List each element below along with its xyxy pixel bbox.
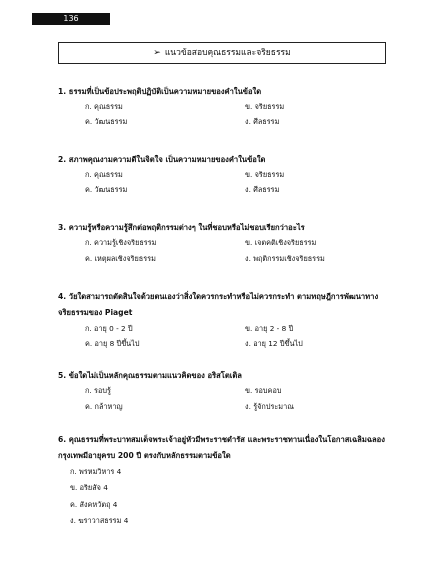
question-3-option-d: ง. พฤติกรรมเชิงจริยธรรม xyxy=(245,254,325,263)
question-2-option-b: ข. จริยธรรม xyxy=(245,170,285,179)
question-6-line-2: กรุงเทพมีอายุครบ 200 ปี ตรงกับหลักธรรมตามข้อใด xyxy=(58,451,231,460)
question-4-option-d: ง. อายุ 12 ปีขึ้นไป xyxy=(245,339,303,348)
question-2-option-c: ค. วัฒนธรรม xyxy=(85,185,128,194)
question-5: 5. ข้อใดไม่เป็นหลักคุณธรรมตามแนวคิดของ อริสโตเติล xyxy=(58,371,242,380)
question-3-option-c: ค. เหตุผลเชิงจริยธรรม xyxy=(85,254,156,263)
question-5-option-b: ข. รอบคอบ xyxy=(245,386,282,395)
question-6-option-d: ง. ฆราวาสธรรม 4 xyxy=(70,516,129,525)
question-5-option-a: ก. รอบรู้ xyxy=(85,386,111,395)
question-3-option-a: ก. ความรู้เชิงจริยธรรม xyxy=(85,238,157,247)
question-2-option-d: ง. ศีลธรรม xyxy=(245,185,280,194)
question-2-option-a: ก. คุณธรรม xyxy=(85,170,123,179)
question-6-option-a: ก. พรหมวิหาร 4 xyxy=(70,467,122,476)
question-2: 2. สภาพคุณงามความดีในจิตใจ เป็นความหมายของคำในข้อใด xyxy=(58,155,266,164)
question-4-option-c: ค. อายุ 8 ปีขึ้นไป xyxy=(85,339,140,348)
question-1: 1. ธรรมที่เป็นข้อประพฤติปฏิบัติเป็นความหมายของคำในข้อใด xyxy=(58,87,262,96)
question-4-option-a: ก. อายุ 0 - 2 ปี xyxy=(85,324,133,333)
page-title xyxy=(58,42,386,64)
arrow-bullet-icon: ➢ xyxy=(153,48,161,58)
question-1-option-d: ง. ศีลธรรม xyxy=(245,117,280,126)
question-4-line-2: จริยธรรมของ Piaget xyxy=(58,308,133,317)
question-6-line-1: 6. คุณธรรมที่พระบาทสมเด็จพระเจ้าอยู่หัวมีพระราชดำรัส และพระราชทานเนื่องในโอกาสเฉลิมฉลอง xyxy=(58,435,385,444)
question-5-option-c: ค. กล้าหาญ xyxy=(85,402,123,411)
question-1-option-a: ก. คุณธรรม xyxy=(85,102,123,111)
question-3-option-b: ข. เจตคติเชิงจริยธรรม xyxy=(245,238,317,247)
page-number: 136 xyxy=(32,13,110,25)
question-6-option-c: ค. สังคหวัตถุ 4 xyxy=(70,500,118,509)
question-5-option-d: ง. รู้จักประมาณ xyxy=(245,402,294,411)
question-4-option-b: ข. อายุ 2 - 8 ปี xyxy=(245,324,294,333)
question-1-option-c: ค. วัฒนธรรม xyxy=(85,117,128,126)
page-title-text: แนวข้อสอบคุณธรรมและจริยธรรม xyxy=(164,48,291,58)
question-4-line-1: 4. วัยใดสามารถตัดสินใจด้วยตนเองว่าสิ่งใดควรกระทำหรือไม่ควรกระทำ ตามทฤษฎีการพัฒนาทาง xyxy=(58,292,379,301)
question-1-option-b: ข. จริยธรรม xyxy=(245,102,285,111)
question-6-option-b: ข. อริยสัจ 4 xyxy=(70,483,108,492)
question-3: 3. ความรู้หรือความรู้สึกต่อพฤติกรรมต่างๆ ในที่ชอบหรือไม่ชอบเรียกว่าอะไร xyxy=(58,223,305,232)
